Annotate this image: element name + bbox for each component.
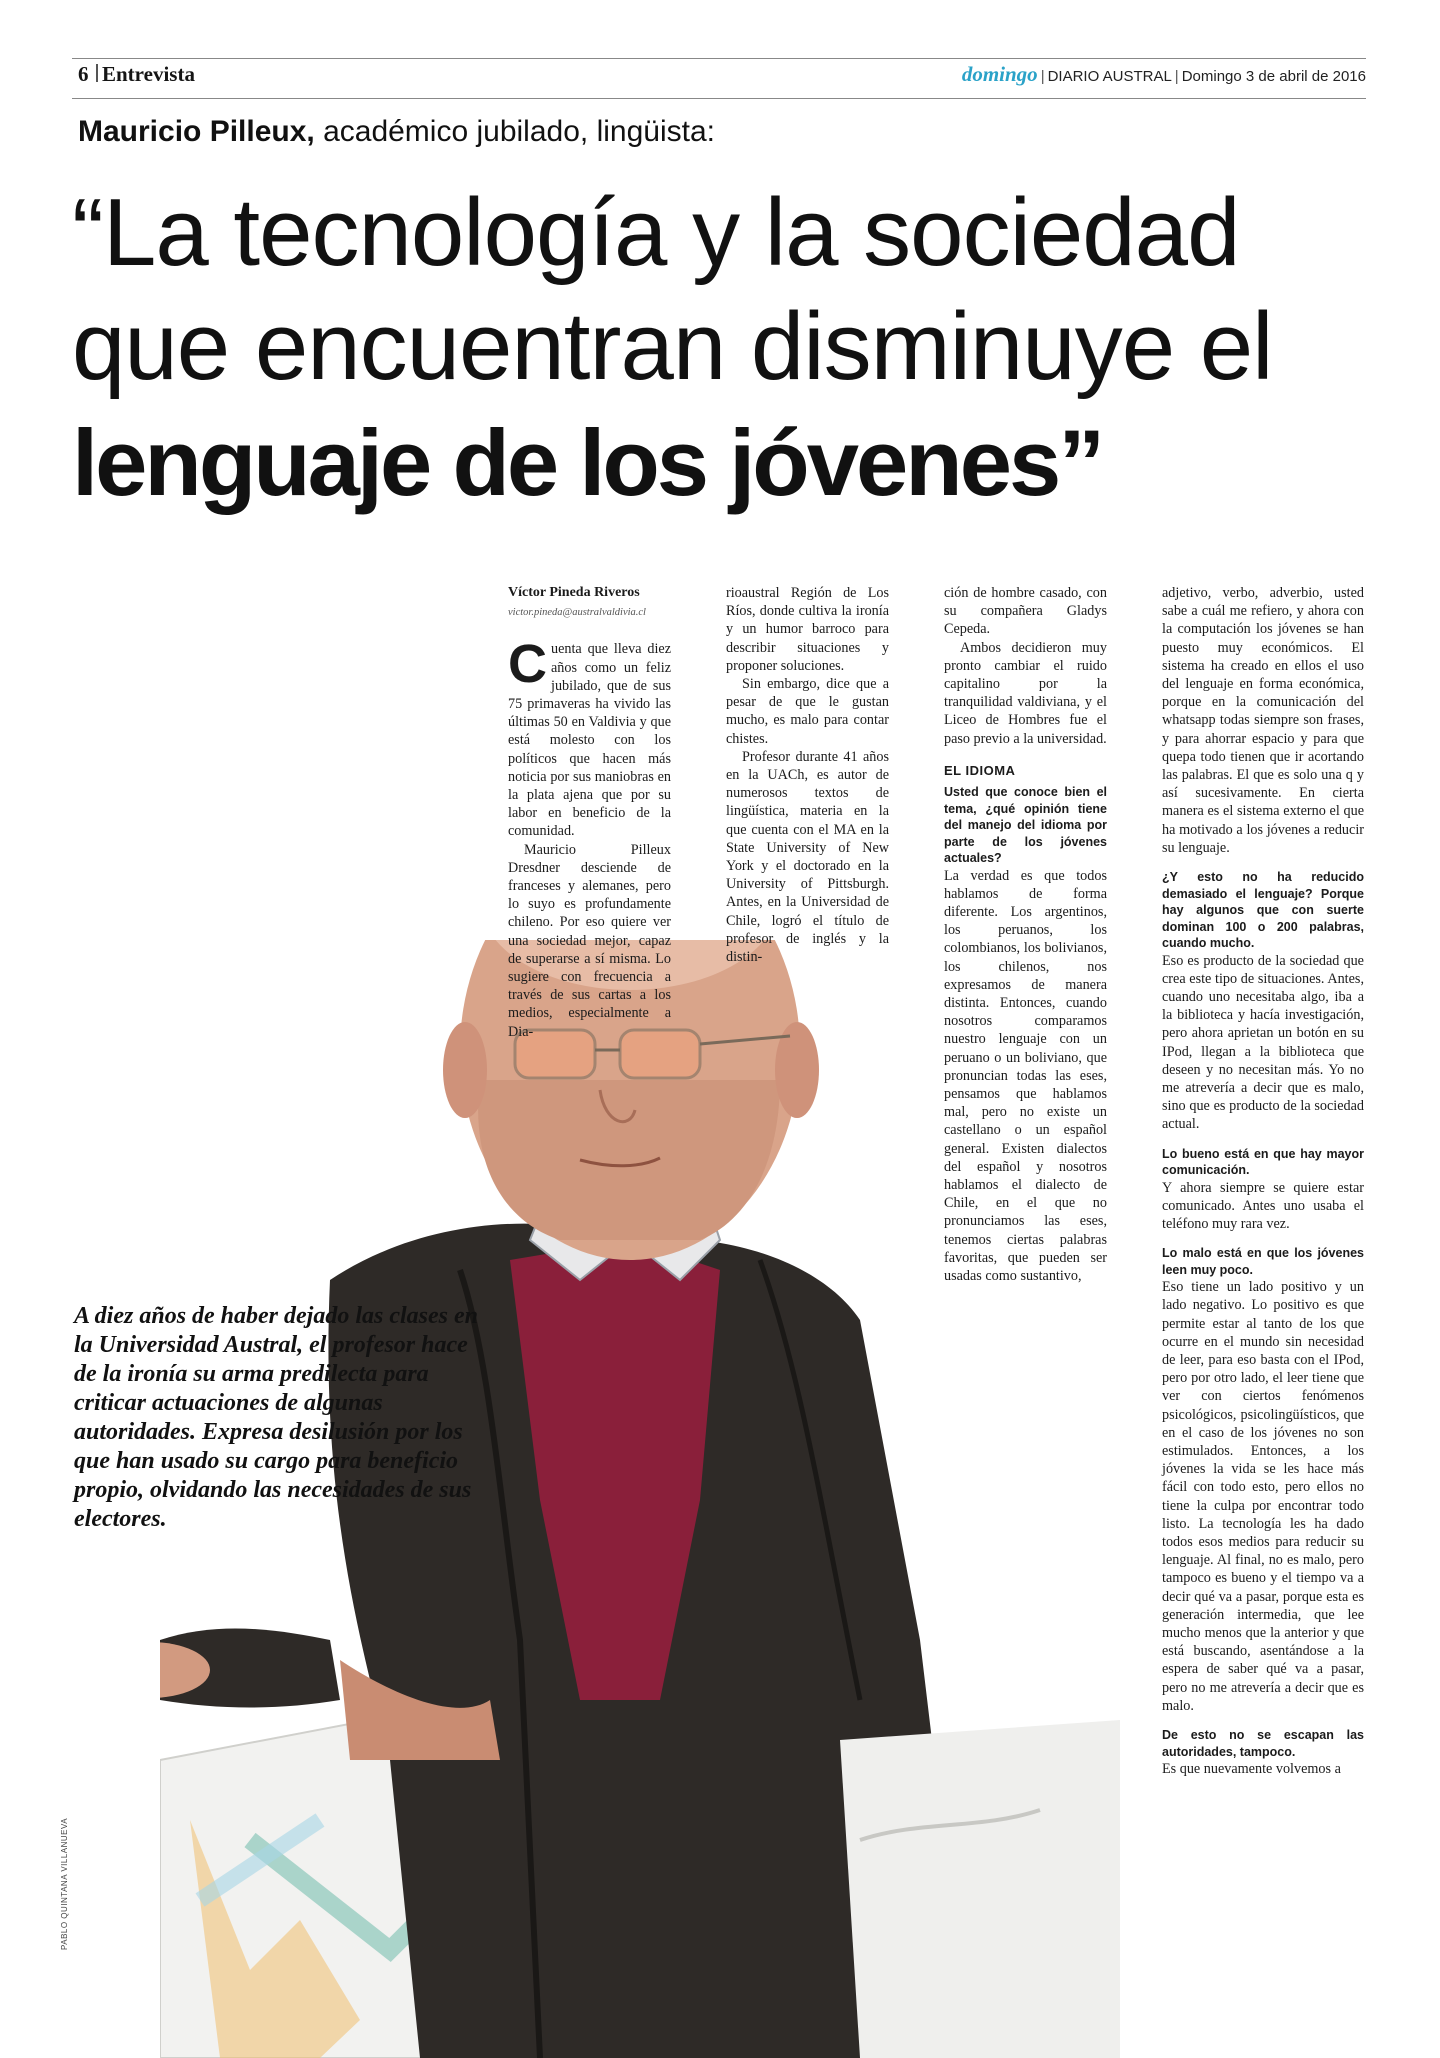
interview-question: Lo bueno está en que hay mayor comunicación.	[1162, 1146, 1364, 1178]
header-rule-bottom	[72, 98, 1366, 99]
article-column-1	[508, 584, 671, 1041]
paragraph: rioaustral Región de Los Ríos, donde cultiva la ironía y un humor barroco para describir situaciones y proponer soluciones.	[726, 585, 889, 674]
subheading: EL IDIOMA	[944, 762, 1016, 778]
headline-line-3: lenguaje de los jóvenes”	[72, 410, 1103, 515]
interview-answer: Eso es producto de la sociedad que crea este tipo de situaciones. Antes, cuando uno necesitaba algo, iba a la biblioteca y hacía investigación, pero ahora aprietan un botón en su IPod, llegan a la biblioteca que deseen y no necesitan más. Yo no me atrevería a decir que es malo, sino que es producto de la sociedad actual.	[1162, 952, 1364, 1133]
paragraph-text: uenta que lleva diez años como un feliz jubilado, que de sus 75 primaveras ha vivido las últimas 50 en Valdivia y que está molesto con los políticos que hacen más noticia por sus maniobras en la plata ajena que por su labor en beneficio de la comunidad.	[508, 641, 671, 840]
issue-date: Domingo 3 de abril de 2016	[1181, 68, 1366, 85]
interview-answer: Es que nuevamente volvemos a	[1162, 1761, 1341, 1778]
interview-question: ¿Y esto no ha reducido demasiado el lenguaje? Porque hay algunos que con suerte dominan 100 o 200 palabras, cuando mucho.	[1162, 870, 1364, 951]
section-divider	[96, 64, 98, 82]
headline-line-1: “La tecnología y la sociedad	[72, 179, 1240, 286]
interview-answer: Eso tiene un lado positivo y un lado negativo. Lo positivo es que permite estar al tanto de los que ocurre en el mundo sin necesidad de leer, para eso basta con el IPod, pero por otro lado, el leer tiene que ver con ciertos fenómenos psicológicos, psicolingüísticos, que en el caso de los jóvenes no son estimulados. Entonces, a los jóvenes la vida se les hace más fácil con todo esto, pero ellos no tiene la culpa por encontrar todo listo. La tecnología les ha dado todos esos medios para reducir su lenguaje. Al final, no es malo, pero tampoco es bueno y el tiempo va a decir qué va a pasar, porque esta es generación intermedia, que lee mucho menos que la anterior y que está buscando, asentándose a la espera de saber qué va a pasar, pero no me atrevería a decir que es malo.	[1162, 1279, 1364, 1714]
drop-cap: C	[508, 634, 547, 695]
kicker	[78, 115, 715, 149]
page-number: 6	[78, 62, 89, 86]
paragraph: Profesor durante 41 años en la UACh, es autor de numerosos textos de lingüística, materia en la que cuenta con el MA en la State University of New York y el doctorado en la University of Pittsburgh. Antes, en la Universidad de Chile, logró el título de profesor de inglés y la distin-	[726, 748, 889, 966]
photo-caption: A diez años de haber dejado las clases en la Universidad Austral, el profesor hace de la ironía su arma predilecta para criticar actuaciones de algunas autoridades. Expresa desilusión por los que han usado su cargo para beneficio propio, olvidando las necesidades de sus electores.	[74, 1303, 479, 1532]
headline-line-2: que encuentran disminuye el	[72, 293, 1273, 400]
byline-email: victor.pineda@australvaldivia.cl	[508, 607, 646, 619]
paragraph	[508, 634, 671, 840]
paragraph: ción de hombre casado, con su compañera Gladys Cepeda.	[944, 585, 1107, 638]
masthead: domingo | DIARIO AUSTRAL | Domingo 3 de abril de 2016	[961, 62, 1366, 86]
interview-answer: Y ahora siempre se quiere estar comunicado. Antes uno usaba el teléfono muy rara vez.	[1162, 1179, 1364, 1232]
interview-answer: adjetivo, verbo, adverbio, usted sabe a cuál me refiero, y ahora con la computación los jóvenes se han puesto muy económicos. El sistema ha creado en ellos el uso del lenguaje en forma económica, porque en la comunicación del whatsapp todas siempre son frases, y para ahorrar espacio y para que quepa todo tienen que ir acortando las palabras. El que es solo una q y así sucesivamente. En cierta manera es el sistema externo el que ha motivado a los jóvenes a reducir su lenguaje.	[1162, 585, 1364, 856]
paragraph: Sin embargo, dice que a pesar de que le gustan mucho, es malo para contar chistes.	[726, 676, 889, 747]
header-rule-top	[72, 58, 1366, 59]
interview-question: Usted que conoce bien el tema, ¿qué opinión tiene del manejo del idioma por parte de los jóvenes actuales?	[944, 785, 1107, 866]
article-column-2	[726, 584, 889, 966]
kicker-name: Mauricio Pilleux,	[78, 115, 315, 148]
section-label: Entrevista	[102, 62, 195, 86]
photo-credit: PABLO QUINTANA VILLANUEVA	[60, 1817, 69, 1950]
byline-author: Víctor Pineda Riveros	[508, 585, 640, 600]
article-column-3	[944, 584, 1107, 1285]
paragraph: Mauricio Pilleux Dresdner desciende de franceses y alemanes, pero lo suyo es profundamente chileno. Por eso quiere ver una sociedad mejor, capaz de superarse a sí misma. Lo sugiere con frecuencia a través de sus cartas a los medios, especialmente a Dia-	[508, 841, 671, 1040]
kicker-role: académico jubilado, lingüista:	[314, 115, 715, 148]
interview-question: Lo malo está en que los jóvenes leen muy poco.	[1162, 1246, 1364, 1277]
paragraph: Ambos decidieron muy pronto cambiar el ruido capitalino por la tranquilidad valdiviana, y el Liceo de Hombres fue el paso previo a la universidad.	[944, 639, 1107, 747]
interview-answer: La verdad es que todos hablamos de forma diferente. Los argentinos, los peruanos, los colombianos, los bolivianos, los chilenos, nos expresamos de manera distinta. Entonces, cuando nosotros comparamos nuestro lenguaje con un peruano o un boliviano, que pronuncian todas las eses, pensamos que hablamos mal, pero no existe un castellano o un español general. Existen dialectos del español y nosotros hablamos el dialecto de Chile, en el que no pronunciamos las eses, tenemos ciertas palabras favoritas, que pueden ser usadas como sustantivo,	[944, 867, 1107, 1284]
newspaper-name: DIARIO AUSTRAL	[1047, 68, 1172, 85]
article-column-4	[1162, 584, 1364, 1778]
supplement-name: domingo	[961, 62, 1038, 86]
interview-question: De esto no se escapan las autoridades, tampoco.	[1162, 1728, 1364, 1759]
